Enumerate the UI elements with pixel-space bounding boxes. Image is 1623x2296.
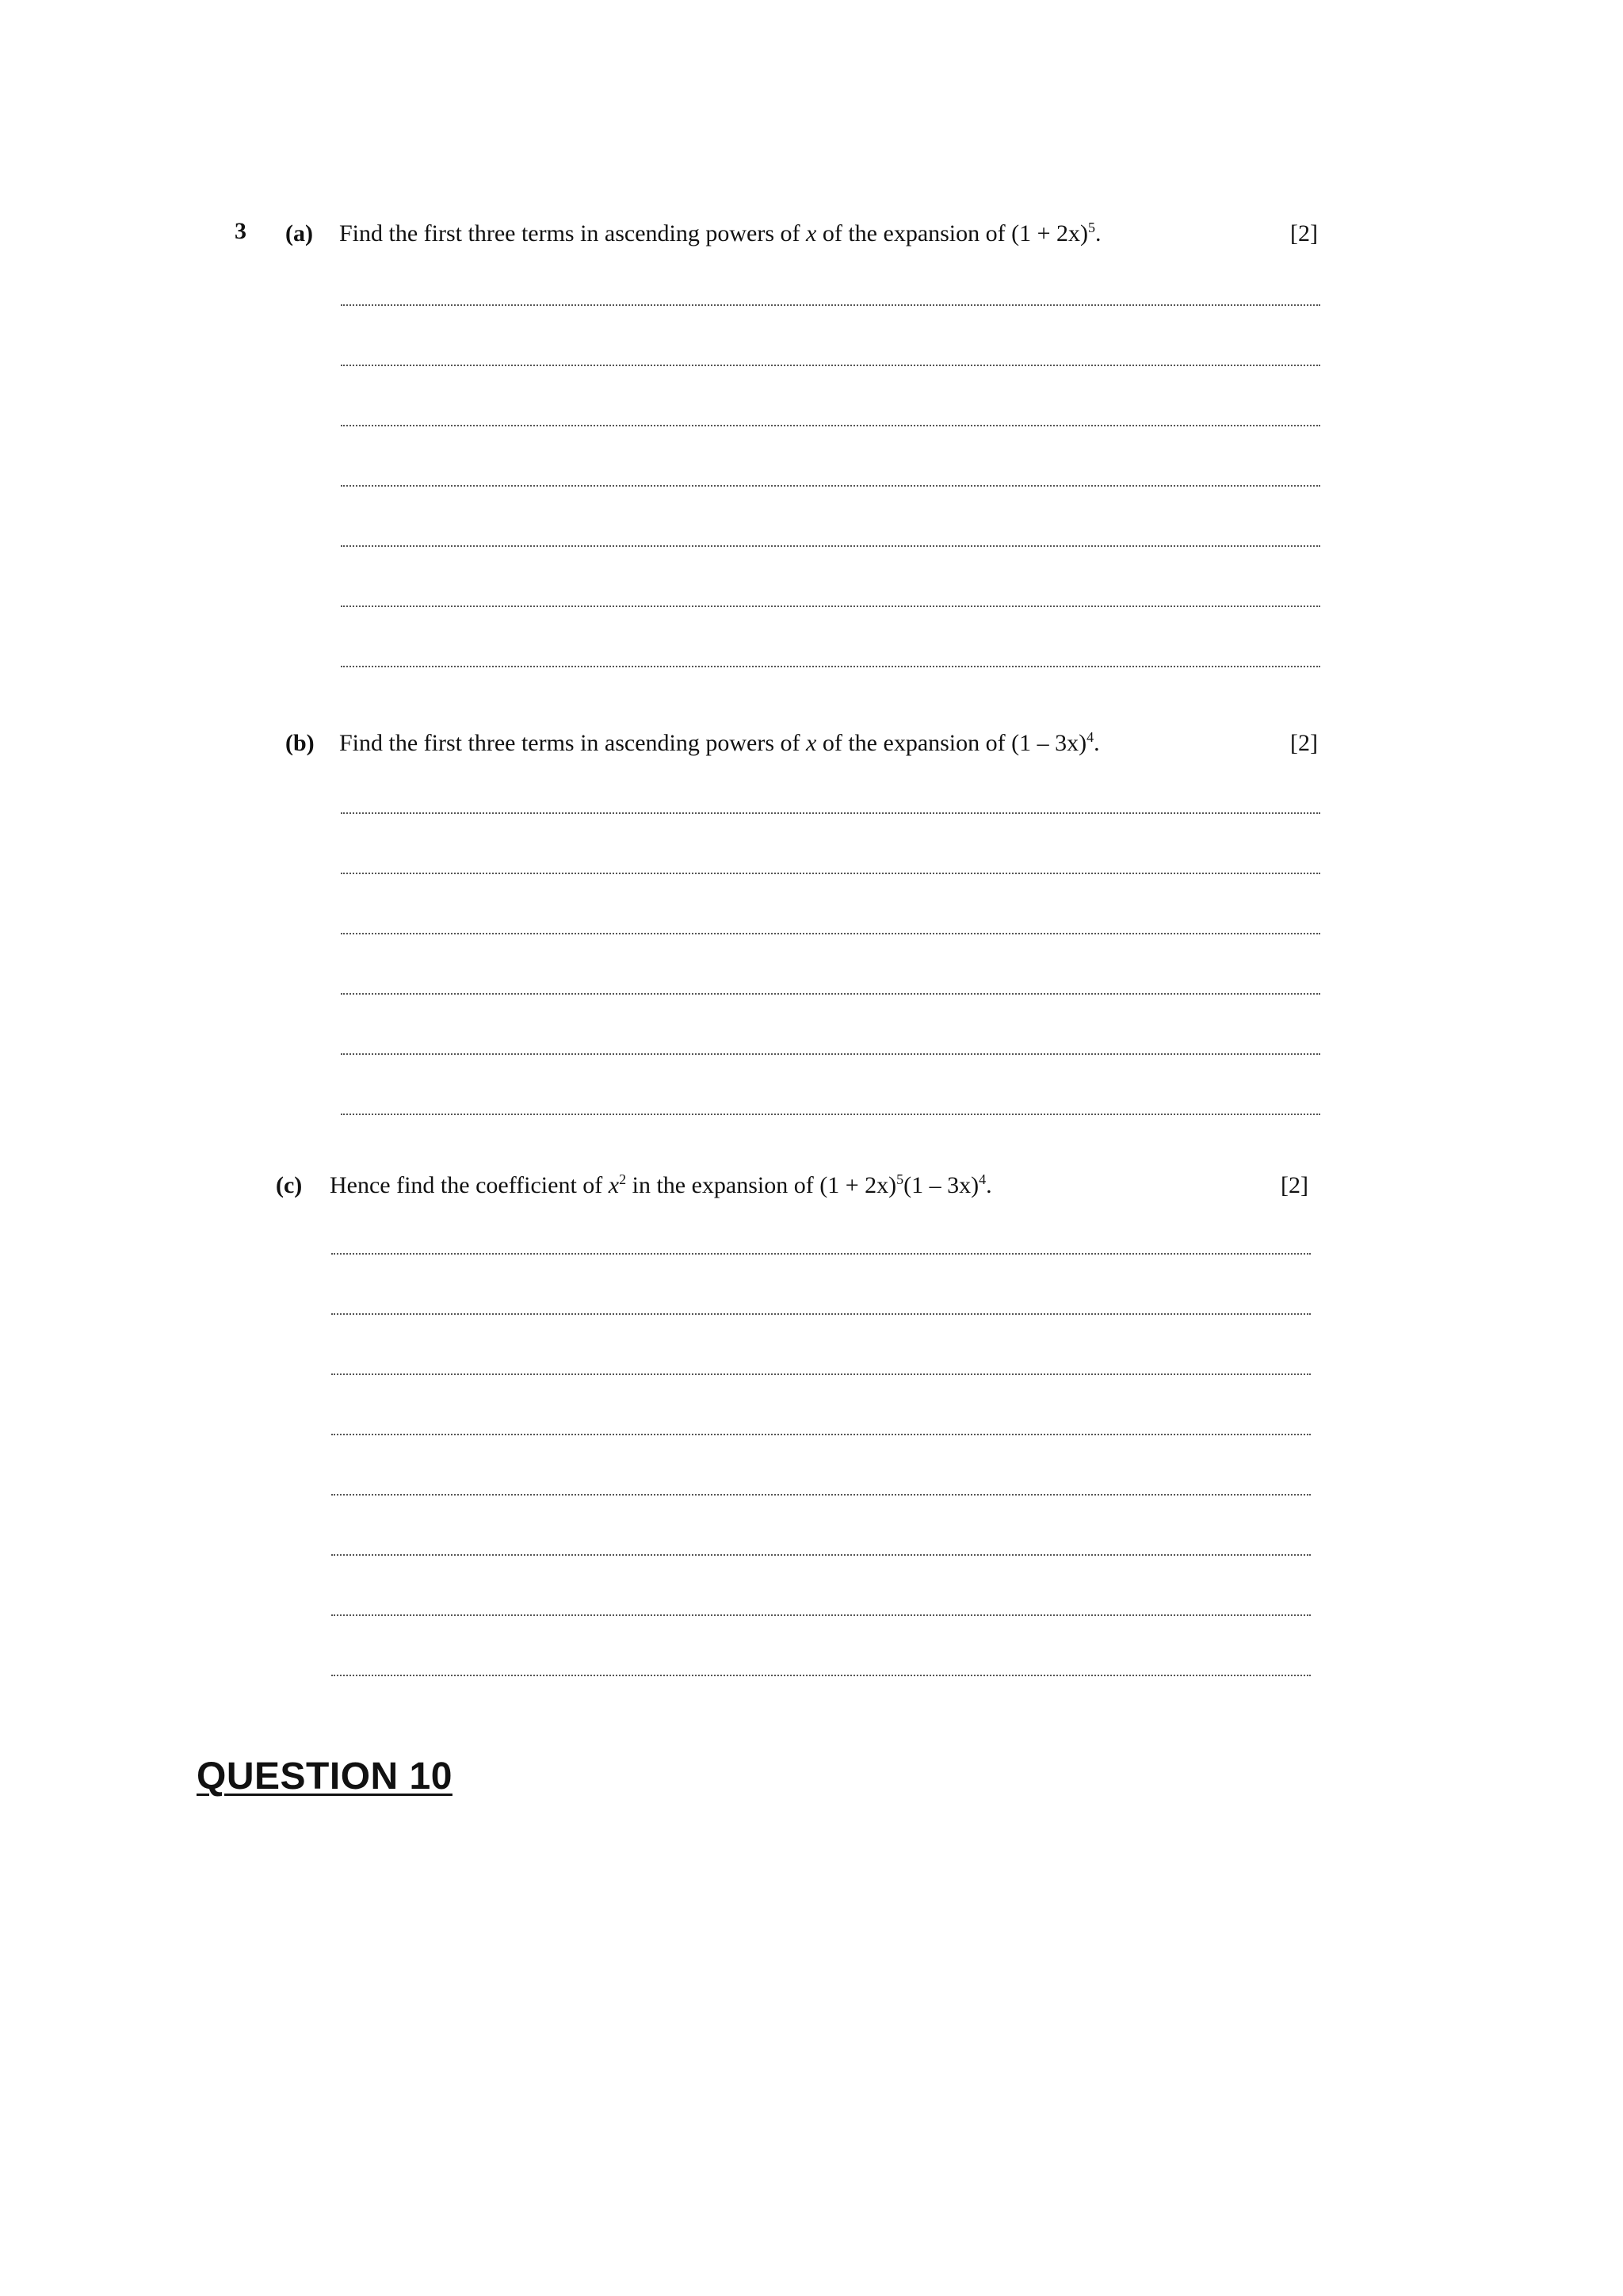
part-c-text [330,1170,992,1201]
part-c-question [276,1170,992,1201]
part-a-exponent: 5 [1088,220,1096,235]
part-b-question [285,728,1100,759]
part-c-marks: [2] [1281,1172,1308,1198]
answer-line[interactable] [341,873,1320,874]
answer-line[interactable] [341,304,1320,306]
part-a-text [339,218,1102,250]
part-a-text-1: Find the first three terms in ascending powers of [339,220,807,246]
part-b-exponent: 4 [1086,729,1094,745]
part-a-text-2: of the expansion of [816,220,1012,246]
part-a-question [285,218,1102,250]
question-number: 3 [235,218,246,244]
answer-line[interactable] [331,1554,1311,1556]
part-b-period: . [1094,730,1100,756]
part-c-text-2: in the expansion of [626,1172,820,1198]
part-c-expression-2: (1 – 3x) [903,1172,980,1198]
answer-line[interactable] [341,425,1320,426]
part-c-text-1: Hence find the coefficient of [330,1172,609,1198]
part-c-exponent-1: 5 [896,1171,904,1187]
answer-line[interactable] [341,365,1320,366]
part-b-text-1: Find the first three terms in ascending powers of [339,730,807,756]
part-c-period: . [986,1172,992,1198]
part-a-var: x [806,220,817,246]
part-c-expression-1: (1 + 2x) [819,1172,897,1198]
part-c-exponent-2: 4 [979,1171,987,1187]
answer-line[interactable] [331,1675,1311,1676]
part-a-expression: (1 + 2x) [1011,220,1089,246]
part-a-period: . [1095,220,1102,246]
answer-line[interactable] [331,1434,1311,1435]
part-b-text [339,728,1100,759]
answer-line[interactable] [341,606,1320,607]
part-b-expression: (1 – 3x) [1011,730,1087,756]
answer-line[interactable] [341,933,1320,934]
answer-line[interactable] [341,993,1320,995]
answer-line[interactable] [341,1114,1320,1115]
part-a-label: (a) [285,220,313,246]
answer-line[interactable] [341,666,1320,667]
part-c-label: (c) [276,1172,303,1198]
answer-line[interactable] [331,1253,1311,1255]
answer-line[interactable] [341,812,1320,814]
answer-line[interactable] [331,1373,1311,1375]
part-b-text-2: of the expansion of [816,730,1012,756]
part-b-var: x [806,730,817,756]
answer-line[interactable] [341,1053,1320,1055]
answer-line[interactable] [331,1494,1311,1496]
answer-line[interactable] [341,485,1320,487]
part-b-label: (b) [285,730,315,756]
part-c-var: x [608,1172,620,1198]
answer-line[interactable] [331,1313,1311,1315]
section-heading: QUESTION 10 [197,1755,453,1797]
part-b-marks: [2] [1290,730,1318,756]
answer-line[interactable] [341,545,1320,547]
answer-line[interactable] [331,1614,1311,1616]
part-a-marks: [2] [1290,220,1318,246]
part-c-var-exponent: 2 [619,1171,627,1187]
